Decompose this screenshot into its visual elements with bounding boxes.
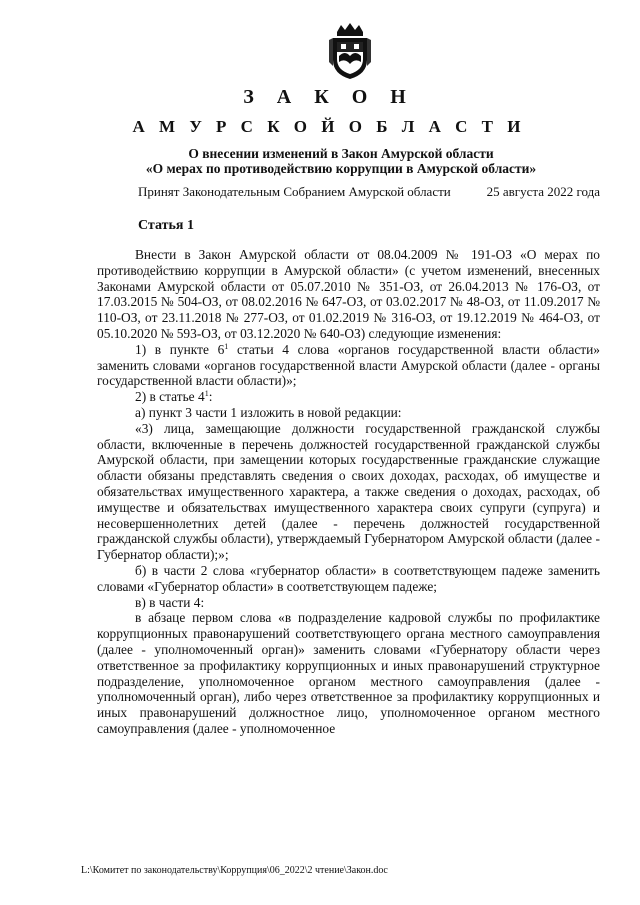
adoption-date: 25 августа 2022 года [486,184,600,199]
item-2a-text: «3) лица, замещающие должности государственной гражданской службы области, включенные в перечень должностей государственной гражданской службы Амурской области, при замещении которых государственные гражданские служащие области обязаны представлять сведения о своих доходах, расходах, об имуществе и обязательствах имущественного характера, а также сведения о доходах, расходах, об имуществе и обязательствах имущественного характера своих супруги (супруга) и несовершеннолетних детей (далее - перечень должностей государственной гражданской службы области), утверждаемый Губернатором Амурской области (далее - Губернатор области);»; [97,420,600,563]
item-2b: б) в части 2 слова «губернатор области» в соответствующем падеже заменить словами «Губернатор области» в соответствующем падеже; [97,562,600,594]
law-title: З А К О Н [243,86,415,108]
item-1-superscript: 1 [224,341,229,351]
item-2c: в) в части 4: [135,594,205,610]
file-path-footer: L:\Комитет по законодательству\Коррупция\06_2022\2 чтение\Закон.doc [81,865,388,876]
law-subtitle-line-2: «О мерах по противодействию коррупции в Амурской области» [145,161,537,176]
item-1-rest: статьи 4 слова «органов государственной власти области» заменить словами «органов государственной власти Амурской области (далее - органы государственной власти области)»; [97,341,600,389]
region-title: А М У Р С К О Й О Б Л А С Т И [132,117,526,136]
item-1 [97,342,600,389]
item-2-rest: : [208,389,213,405]
item-2c-text: в абзаце первом слова «в подразделение кадровой службы по профилактике коррупционных правонарушений соответствующего органа местного самоуправления (далее - уполномоченный орган)» заменить словами «Губернатору области через ответственное за профилактику коррупционных и иных правонарушений структурное подразделение, уполномоченное органом местного самоуправления (далее - уполномоченный орган), либо через ответственное за профилактику коррупционных и иных правонарушений должностное лицо, уполномоченное органом местного самоуправления (далее - уполномоченное [97,610,600,736]
item-2-start: 2) в статье 4 [135,389,205,405]
coat-of-arms-emblem [327,22,373,80]
item-1-start: 1) в пункте 6 [135,341,225,357]
adoption-line [138,184,600,200]
item-2-superscript: 1 [204,389,209,399]
article-intro: Внести в Закон Амурской области от 08.04.2009 № 191-ОЗ «О мерах по противодействию коррупции в Амурской области» (с учетом изменений, внесенных Законами Амурской области от 05.07.2010 № 351-ОЗ, от 26.04.2013 № 176-ОЗ, от 17.03.2015 № 504-ОЗ, от 08.02.2016 № 647-ОЗ, от 03.02.2017 № 48-ОЗ, от 11.09.2017 № 110-ОЗ, от 23.11.2018 № 277-ОЗ, от 01.02.2019 № 316-ОЗ, от 19.12.2019 № 464-ОЗ, от 05.10.2020 № 593-ОЗ, от 03.12.2020 № 640-ОЗ) следующие изменения: [97,247,600,341]
item-2a: а) пункт 3 части 1 изложить в новой редакции: [135,404,402,420]
item-2 [97,389,600,405]
article-heading: Статья 1 [138,218,194,233]
article-body [97,247,600,737]
adopted-by: Принят Законодательным Собранием Амурской области [138,184,451,199]
law-subtitle-line-1: О внесении изменений в Закон Амурской области [188,146,494,161]
